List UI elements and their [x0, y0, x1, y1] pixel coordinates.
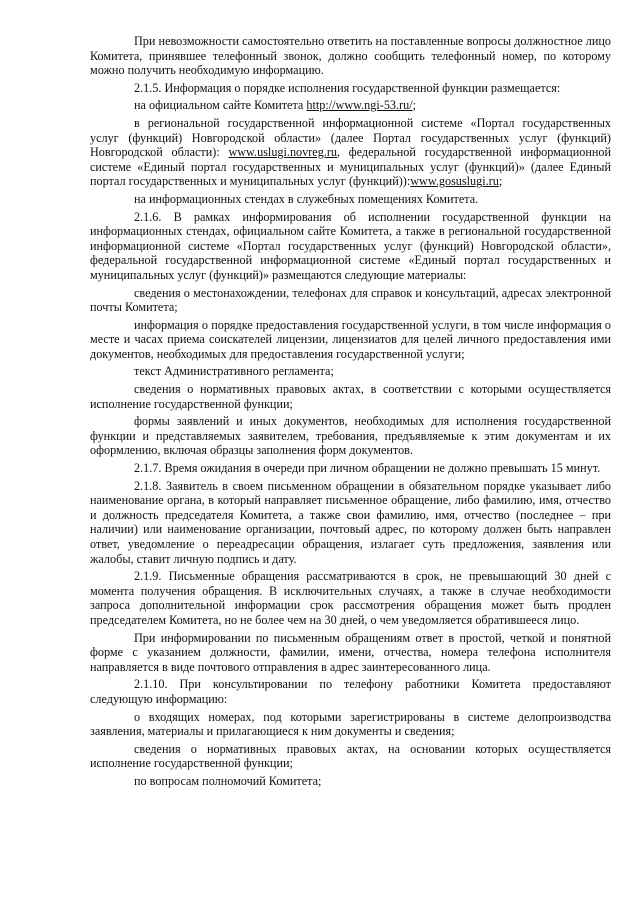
list-item: о входящих номерах, под которыми зарегистрированы в системе делопроизводства заявления, материалы и прилагающиеся к ним документы и сведения;: [90, 709, 611, 739]
list-item: сведения о местонахождении, телефонах для справок и консультаций, адресах электронной почты Комитета;: [90, 285, 611, 315]
paragraph-text: в региональной государственной информационной системе «Портал государственных услуг (функций) Новгородской области» (далее Портал государственных услуг (функций) Новгородской области):: [90, 115, 611, 160]
list-item: информация о порядке предоставления государственной услуги, в том числе информация о месте и часах приема соискателей лицензии, лицензиатов для целей личного предоставления ими документов, необходимых для предоставления государственной услуги;: [90, 317, 611, 361]
paragraph-text: ;: [412, 98, 416, 113]
paragraph-text: на официальном сайте Комитета: [134, 98, 307, 113]
paragraph-text: , федеральной государственной информационной системе «Единый портал государственных и муниципальных услуг (функций)» (далее Единый портал государственных и муниципальных услуг (функций)):: [90, 145, 611, 189]
list-item: по вопросам полномочий Комитета;: [134, 773, 322, 788]
paragraph-info-stands: на информационных стендах в служебных помещениях Комитета.: [134, 191, 479, 206]
paragraph-2-1-6: 2.1.6. В рамках информирования об исполнении государственной функции на информационных стендах, официальном сайте Комитета, а также в региональной государственной информационной системе «Портал государственных услуг (функций) Новгородской области», федеральной государственной информационной системе «Единый портал государственных и муниципальных услуг (функций)» размещаются следующие материалы:: [90, 209, 611, 282]
paragraph-2-1-5: 2.1.5. Информация о порядке исполнения государственной функции размещается:: [134, 80, 561, 95]
paragraph-written-reply: При информировании по письменным обращениям ответ в простой, четкой и понятной форме с указанием должности, фамилии, имени, отчества, номера телефона исполнителя направляется в виде почтового отправления в адрес заинтересованного лица.: [90, 630, 611, 674]
paragraph-2-1-7: 2.1.7. Время ожидания в очереди при личном обращении не должно превышать 15 минут.: [134, 461, 601, 476]
regional-portal-link[interactable]: www.uslugi.novreg.ru: [228, 145, 337, 160]
paragraph-2-1-10: 2.1.10. При консультировании по телефону работники Комитета предоставляют следующую информацию:: [90, 677, 611, 706]
paragraph-2-1-9: 2.1.9. Письменные обращения рассматриваются в срок, не превышающий 30 дней с момента получения обращения. В исключительных случаях, а также в случае необходимости запроса дополнительной информации срок рассмотрения обращения может быть продлен председателем Комитета, но не более чем на 30 дней, о чем уведомляется обратившееся лицо.: [90, 569, 611, 627]
list-item: сведения о нормативных правовых актах, в соответствии с которыми осуществляется исполнение государственной функции;: [90, 382, 611, 411]
document-body: [90, 34, 611, 792]
federal-portal-link[interactable]: www.gosuslugi.ru: [410, 174, 499, 189]
paragraph-phone-unavailable: При невозможности самостоятельно ответить на поставленные вопросы должностное лицо Комитета, принявшее телефонный звонок, должно сообщить телефонный номер, по которому можно получить необходимую информацию.: [90, 34, 611, 78]
official-site-link[interactable]: http://www.ngi-53.ru/: [306, 98, 413, 113]
paragraph-official-site: [90, 98, 611, 113]
paragraph-2-1-8: 2.1.8. Заявитель в своем письменном обращении в обязательном порядке указывает либо наименование органа, в который направляет письменное обращение, либо фамилию, имя, отчество и должность председателя Комитета, а также свои фамилию, имя, отчество (последнее – при наличии) или наименование организации, почтовый адрес, по которому должен быть направлен ответ, уведомление о переадресации обращения, излагает суть предложения, заявления или жалобы, ставит личную подпись и дату.: [90, 478, 611, 566]
list-item: текст Административного регламента;: [134, 364, 334, 379]
paragraph-portals: [90, 116, 611, 189]
list-item: сведения о нормативных правовых актах, на основании которых осуществляется исполнение государственной функции;: [90, 741, 611, 771]
list-item: формы заявлений и иных документов, необходимых для исполнения государственной функции и представляемых заявителем, требования, предъявляемые к этим документам и их оформлению, включая образцы заполнения форм документов.: [90, 414, 611, 458]
paragraph-text: ;: [498, 174, 503, 189]
